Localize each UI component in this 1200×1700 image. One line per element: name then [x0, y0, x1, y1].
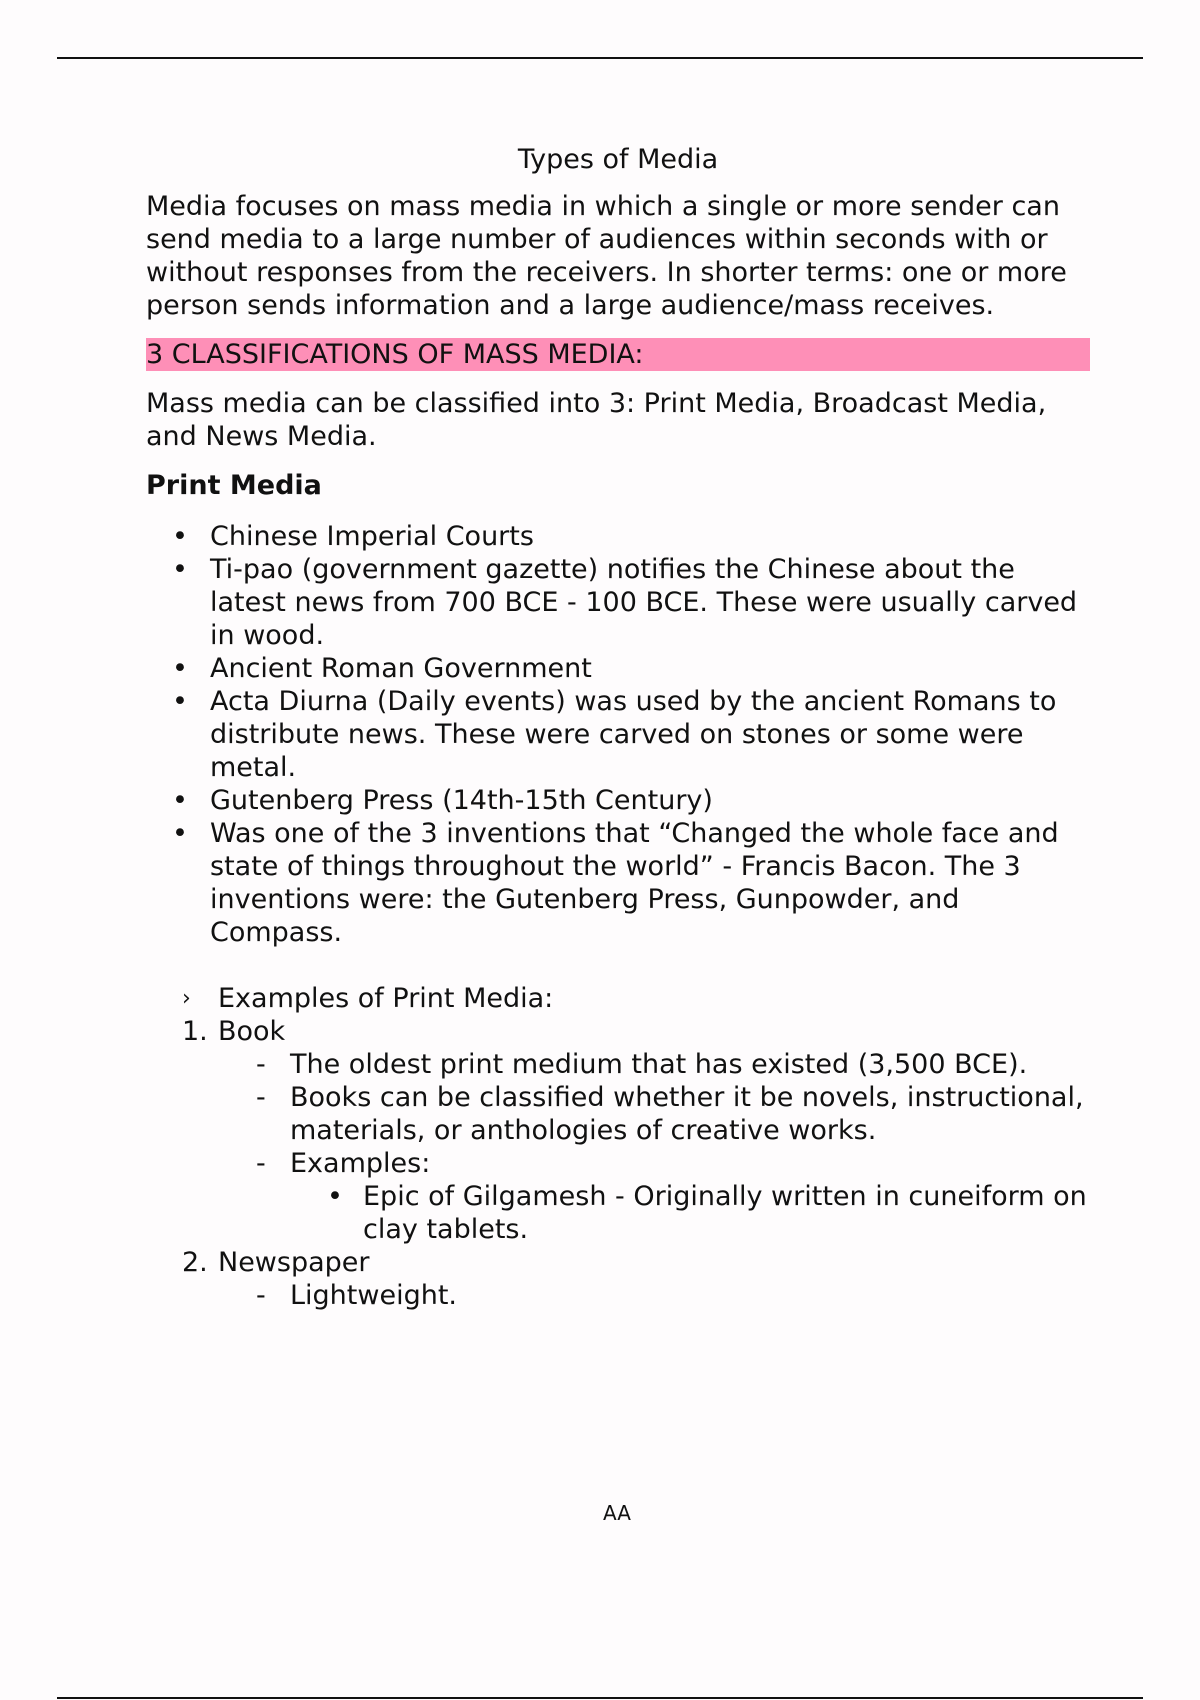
newspaper-points — [146, 1279, 1090, 1312]
list-item: - Books can be classified whether it be novels, instructional, materials, or anthologies of creative works. — [290, 1081, 1090, 1147]
numbered-item-newspaper — [146, 1246, 1090, 1279]
item-label: Book — [218, 1016, 286, 1047]
bullet-group-gutenberg — [146, 784, 1090, 949]
examples-heading — [146, 982, 1090, 1015]
classification-paragraph: Mass media can be classified into 3: Print Media, Broadcast Media, and News Media. — [146, 388, 1047, 452]
examples-heading-label: Examples of Print Media: — [218, 983, 554, 1014]
print-media-heading: Print Media — [146, 470, 322, 501]
item-label: Newspaper — [218, 1247, 370, 1278]
document-title: Types of Media — [517, 144, 719, 175]
list-item: • Was one of the 3 inventions that “Changed the whole face and state of things throughout the world” - Francis Bacon. The 3 inventions were: the Gutenberg Press, Gunpowder, and Compass. — [210, 817, 1090, 949]
list-item: • Acta Diurna (Daily events) was used by the ancient Romans to distribute news. These were carved on stones or some were metal. — [210, 685, 1090, 784]
list-item: • Chinese Imperial Courts — [210, 520, 1090, 553]
book-points — [146, 1048, 1090, 1246]
item-number: 1. — [182, 1016, 208, 1047]
book-sub-examples — [290, 1180, 1090, 1246]
item-number: 2. — [182, 1247, 208, 1278]
examples-label: Examples: — [290, 1148, 431, 1179]
intro-paragraph: Media focuses on mass media in which a single or more sender can send media to a large number of audiences within seconds with or without responses from the receivers. In shorter terms: one or more person sends information and a large audience/mass receives. — [146, 191, 1067, 321]
bullet-group-roman — [146, 652, 1090, 784]
bullet-group-chinese — [146, 520, 1090, 652]
list-item: - The oldest print medium that has existed (3,500 BCE). — [290, 1048, 1090, 1081]
list-item: • Gutenberg Press (14th-15th Century) — [210, 784, 1090, 817]
list-item: - Lightweight. — [290, 1279, 1090, 1312]
list-item: • Ancient Roman Government — [210, 652, 1090, 685]
top-rule — [57, 57, 1143, 59]
classifications-heading: 3 CLASSIFICATIONS OF MASS MEDIA: — [146, 338, 1090, 371]
numbered-item-book — [146, 1015, 1090, 1048]
document-page — [146, 143, 1090, 1312]
list-item — [290, 1147, 1090, 1246]
bottom-rule — [57, 1697, 1143, 1699]
page-footer: AA — [603, 1501, 631, 1525]
chevron-right-icon: › — [182, 986, 191, 1011]
list-item: • Epic of Gilgamesh - Originally written in cuneiform on clay tablets. — [363, 1180, 1090, 1246]
list-item: • Ti-pao (government gazette) notifies the Chinese about the latest news from 700 BCE - 100 BCE. These were usually carved in wood. — [210, 553, 1090, 652]
